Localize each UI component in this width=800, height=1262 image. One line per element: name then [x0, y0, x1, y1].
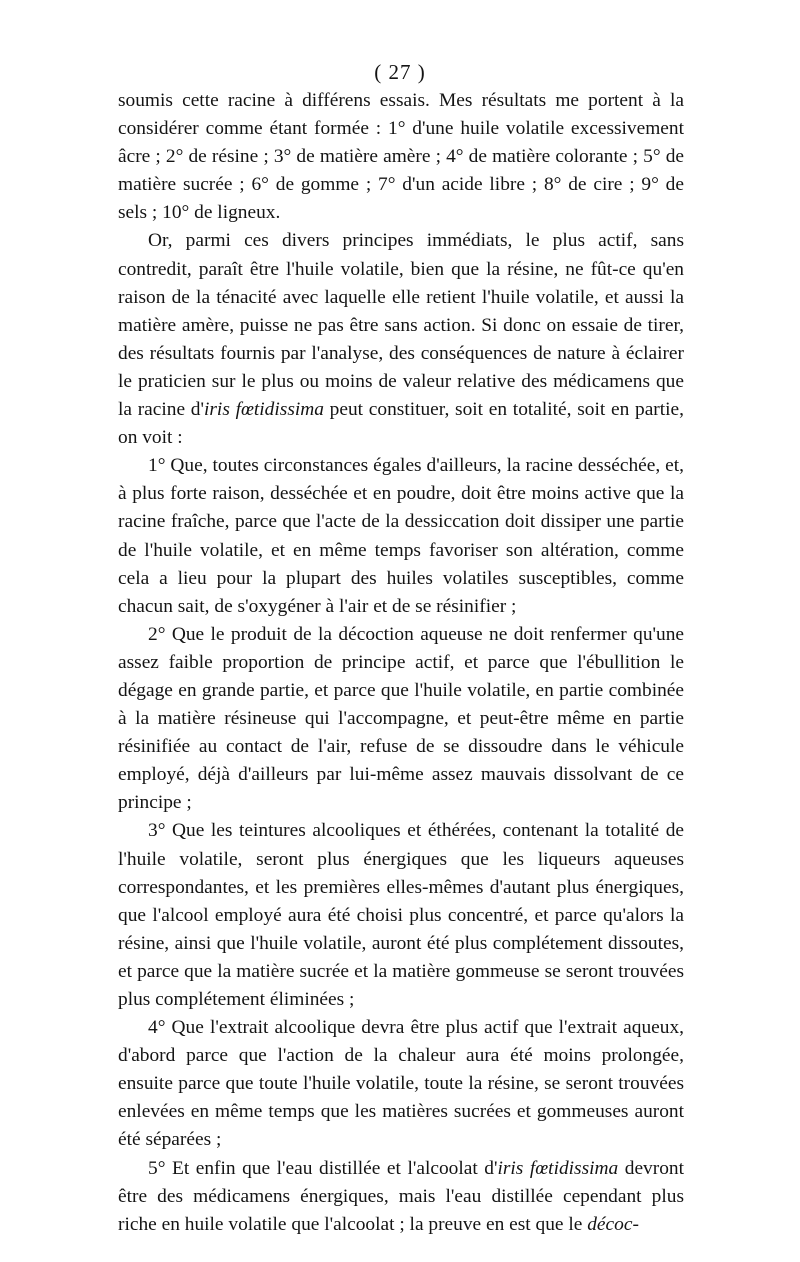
species-name: iris fœtidissima	[497, 1157, 619, 1179]
paragraph-point-3: 3° Que les teintures alcooliques et éthérées, contenant la totalité de l'huile volatile, seront plus énergiques que les liqueurs aqueuses correspondantes, et les premières elles-mêmes d'autant plus énergiques, que l'alcool employé aura été choisi plus concentré, et parce qu'alors la résine, ainsi que l'huile volatile, auront été plus complétement dissoutes, et parce que la matière sucrée et la matière gommeuse se seront trouvées plus complétement éliminées ;	[118, 820, 684, 1010]
paragraph-composition: soumis cette racine à différens essais. Mes résultats me portent à la considérer comme étant formée : 1° d'une huile volatile excessivement âcre ; 2° de résine ; 3° de matière amère ; 4° de matière colorante ; 5° de matière sucrée ; 6° de gomme ; 7° d'un acide libre ; 8° de cire ; 9° de sels ; 10° de ligneux.	[118, 90, 684, 224]
hyphenated-word: décoc-	[587, 1213, 639, 1235]
paragraph-text: 5° Et enfin que l'eau distillée et l'alcoolat d'	[148, 1157, 498, 1179]
paragraph-point-5	[118, 1155, 684, 1239]
paragraph-point-1: 1° Que, toutes circonstances égales d'ailleurs, la racine desséchée, et, à plus forte raison, desséchée et en poudre, doit être moins active que la racine fraîche, parce que l'acte de la dessiccation doit dissiper une partie de l'huile volatile, et en même temps favoriser son altération, comme cela a lieu pour la plupart des huiles volatiles susceptibles, comme chacun sait, de s'oxygéner à l'air et de se résinifier ;	[118, 455, 684, 617]
paragraph-principles	[118, 227, 684, 452]
paragraph-text: Or, parmi ces divers principes immédiats, le plus actif, sans contredit, paraît être l'huile volatile, bien que la résine, ne fût-ce qu'en raison de la ténacité avec laquelle elle retient l'huile volatile, et aussi la matière amère, puisse ne pas être sans action. Si donc on essaie de tirer, des résultats fournis par l'analyse, des conséquences de nature à éclairer le praticien sur le plus ou moins de valeur relative des médicamens que la racine d'	[118, 230, 684, 421]
paragraph-point-4: 4° Que l'extrait alcoolique devra être plus actif que l'extrait aqueux, d'abord parce que l'action de la chaleur aura été moins prolongée, ensuite parce que toute l'huile volatile, toute la résine, se seront trouvées enlevées en même temps que les matières sucrées et gommeuses auront été séparées ;	[118, 1017, 684, 1151]
page-number: ( 27 )	[374, 60, 426, 84]
paragraph-point-2: 2° Que le produit de la décoction aqueuse ne doit renfermer qu'une assez faible proportion de principe actif, et parce que l'ébullition le dégage en grande partie, et parce que l'huile volatile, en partie combinée à la matière résineuse qui l'accompagne, et peut-être même en partie résinifiée au contact de l'air, refuse de se dissoudre dans le véhicule employé, déjà d'ailleurs par lui-même assez mauvais dissolvant de ce principe ;	[118, 623, 684, 814]
paragraph-text: devront être des médicamens énergiques, mais l'eau distillée cependant plus riche en huile volatile que l'alcoolat ; la preuve en est que le	[118, 1157, 684, 1235]
paragraph-text: peut constituer, soit en totalité, soit en partie, on voit :	[118, 399, 684, 449]
body-text	[118, 87, 684, 1239]
species-name: iris fœtidissima	[204, 399, 324, 421]
